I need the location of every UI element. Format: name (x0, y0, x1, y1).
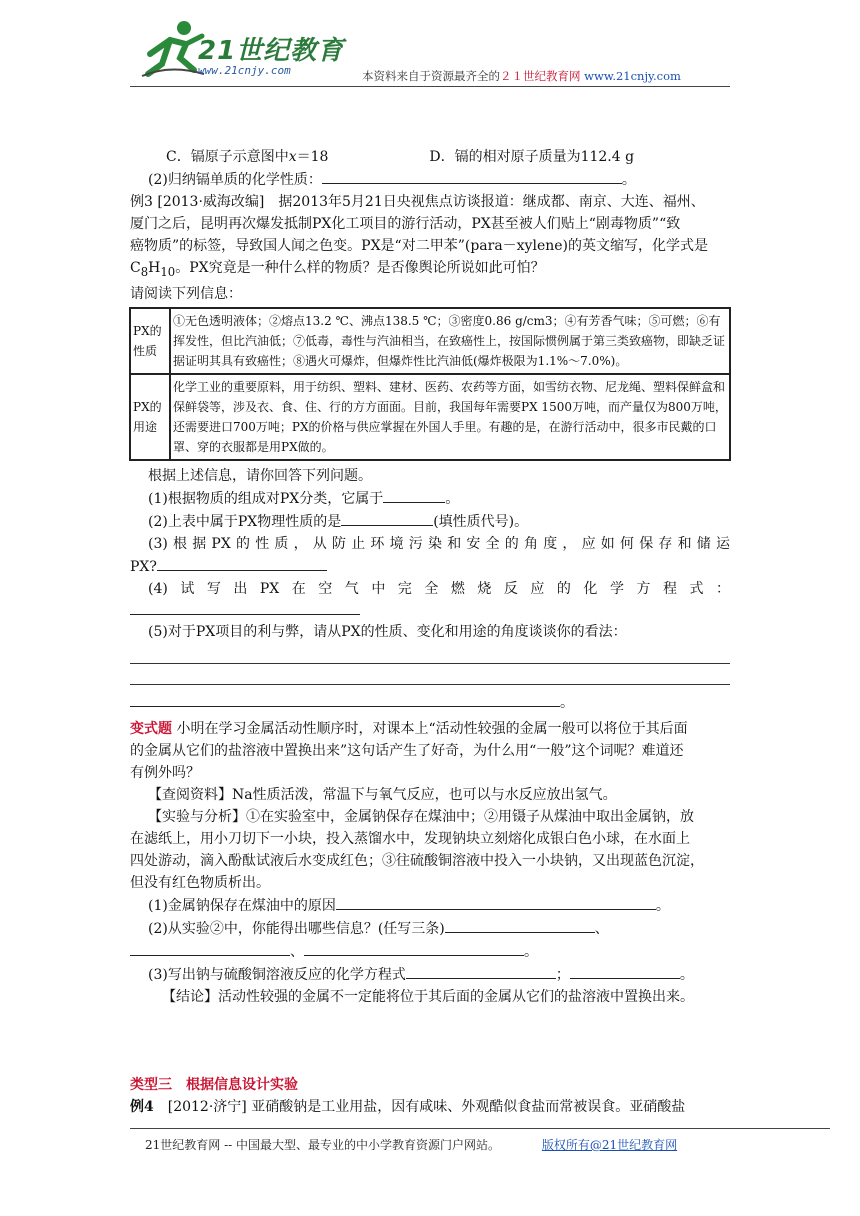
example-3-line-3: 癌物质”的标签，导致国人闻之色变。PX是“对二甲苯”(para－xylene)的英文缩写，化学式是 (130, 238, 708, 254)
header-note-prefix: 本资料来自于资源最齐全的 (362, 69, 500, 83)
answer-blank[interactable] (130, 600, 360, 615)
option-c: C．镉原子示意图中x＝18 (166, 149, 329, 165)
answer-line[interactable] (130, 649, 730, 664)
experiment-line-4: 但没有红色物质析出。 (130, 874, 270, 891)
experiment-line-1: 【实验与分析】①在实验室中，金属钠保存在煤油中；②用镊子从煤油中取出金属钠，放 (148, 808, 694, 825)
answer-blank[interactable] (322, 168, 622, 184)
sub-question-2: (2)上表中属于PX物理性质的是 (填性质代号)。 (130, 510, 730, 533)
experiment-line-2: 在滤纸上，用小刀切下一小块，投入蒸馏水中，发现钠块立刻熔化成银白色小球，在水面上 (130, 830, 690, 847)
example-4-label: 例4 (130, 1098, 154, 1115)
answer-blank[interactable] (341, 510, 433, 526)
footer (145, 1136, 677, 1153)
footer-divider (130, 1128, 830, 1129)
variant-sub-2: (2)从实验②中，你能得出哪些信息？(任写三条) 、 (130, 917, 730, 940)
sub-question-3: (3)根据PX的性质，从防止环境污染和安全的角度，应如何保存和储运 (148, 535, 730, 552)
logo-text: 21世纪教育 (198, 36, 345, 66)
answer-blank[interactable] (570, 963, 680, 979)
example-3-label: 例3 [2013·威海改编] (130, 194, 265, 210)
answer-line-last: 。 (130, 691, 730, 714)
table-row (130, 308, 730, 374)
read-info-prompt: 请阅读下列信息： (130, 285, 242, 302)
example-3-line-2: 厦门之后，昆明再次爆发抵制PX化工项目的游行活动，PX甚至被人们贴上“剧毒物质”“致 (130, 216, 681, 232)
table-row (130, 374, 730, 460)
lookup-info: 【查阅资料】Na性质活泼，常温下与氧气反应，也可以与水反应放出氢气。 (148, 786, 617, 803)
table-cell: ①无色透明液体；②熔点13.2 ℃、沸点138.5 ℃；③密度0.86 g/cm3；④有芳香气味；⑤可燃；⑥有挥发性，但比汽油低；⑦低毒，毒性与汽油相当，在致癌性上，按国际惯例属于第三类致癌物，即缺乏证据证明其具有致癌性；⑧遇火可爆炸，但爆炸性比汽油低(爆炸极限为1.1%～7.0%)。 (170, 308, 730, 374)
answer-line[interactable] (130, 670, 730, 685)
answer-blank[interactable] (304, 940, 524, 956)
example-4: 例4 [2012·济宁] 亚硝酸钠是工业用盐，因有咸味、外观酷似食盐而常被误食。亚硝酸盐 (130, 1098, 686, 1115)
options-line (130, 146, 730, 168)
sub-question-1: (1)根据物质的组成对PX分类，它属于 。 (130, 487, 730, 510)
variant-question: 变式题 小明在学习金属活动性顺序时，对课本上“活动性较强的金属一般可以将位于其后面 (130, 720, 688, 737)
answer-blank[interactable] (383, 487, 445, 503)
section-type-3: 类型三 根据信息设计实验 (130, 1076, 298, 1093)
variant-sub-3: (3)写出钠与硫酸铜溶液反应的化学方程式 ； 。 (130, 963, 730, 986)
answer-blank[interactable] (406, 963, 556, 979)
answer-blank[interactable] (336, 894, 656, 910)
experiment-line-3: 四处游动，滴入酚酞试液后水变成红色；③往硫酸铜溶液中投入一小块钠，又出现蓝色沉淀， (130, 852, 704, 869)
header-site-name[interactable]: ２１世纪教育网 (500, 69, 581, 83)
sub-question-5: (5)对于PX项目的利与弊，请从PX的性质、变化和用途的角度谈谈你的看法： (148, 623, 627, 640)
option-d: D．镉的相对原子质量为112.4 g (429, 149, 635, 165)
variant-line-3: 有例外吗？ (130, 764, 200, 781)
document-body (130, 146, 730, 1118)
logo-url: www.21cnjy.com (198, 64, 291, 77)
variant-sub-2-cont: 、 。 (130, 940, 730, 963)
answer-blank[interactable] (130, 940, 290, 956)
answer-intro: 根据上述信息，请你回答下列问题。 (148, 467, 372, 484)
header-note (362, 68, 681, 84)
header-divider (130, 86, 730, 87)
variant-line-2: 的金属从它们的盐溶液中置换出来”这句话产生了好奇，为什么用“一般”这个词呢？难道还 (130, 742, 684, 759)
table-row-header: PX的用途 (130, 374, 170, 460)
conclusion: 【结论】活动性较强的金属不一定能将位于其后面的金属从它们的盐溶液中置换出来。 (162, 988, 694, 1005)
footer-text: 21世纪教育网 -- 中国最大型、最专业的中小学教育资源门户网站。 (145, 1138, 501, 1152)
sub-question-4: (4)试写出PX在空气中完全燃烧反应的化学方程式： (148, 580, 730, 597)
sub-question-3-cont: PX? (130, 555, 730, 578)
answer-blank[interactable] (445, 917, 595, 933)
answer-blank[interactable] (130, 691, 560, 707)
answer-blank[interactable] (157, 555, 327, 571)
example-3-line-4: $C_8H_{10}$。PX究竟是一种什么样的物质？是否像舆论所说如此可怕？ (130, 260, 545, 279)
table-cell: 化学工业的重要原料，用于纺织、塑料、建材、医药、农药等方面，如雪纺衣物、尼龙绳、塑料保鲜盒和保鲜袋等，涉及衣、食、住、行的方方面面。目前，我国每年需要PX 1500万吨，而产量仅为800万吨，还需要进口700万吨；PX的价格与供应掌握在外国人手里。有趣的是，在游行活动中，很多市民戴的口罩、穿的衣服都是用PX做的。 (170, 374, 730, 460)
header-site-url[interactable]: www.21cnjy.com (584, 69, 681, 83)
px-info-table (129, 307, 731, 461)
variant-label: 变式题 (130, 720, 172, 737)
table-row-header: PX的性质 (130, 308, 170, 374)
footer-copyright-link[interactable]: 版权所有@21世纪教育网 (541, 1138, 678, 1152)
variant-sub-1: (1)金属钠保存在煤油中的原因 。 (130, 894, 730, 917)
question-2: (2)归纳镉单质的化学性质： 。 (130, 168, 730, 191)
example-3: 例3 [2013·威海改编] 据2013年5月21日央视焦点访谈报道：继成都、南京、大连、福州、 (130, 194, 705, 210)
